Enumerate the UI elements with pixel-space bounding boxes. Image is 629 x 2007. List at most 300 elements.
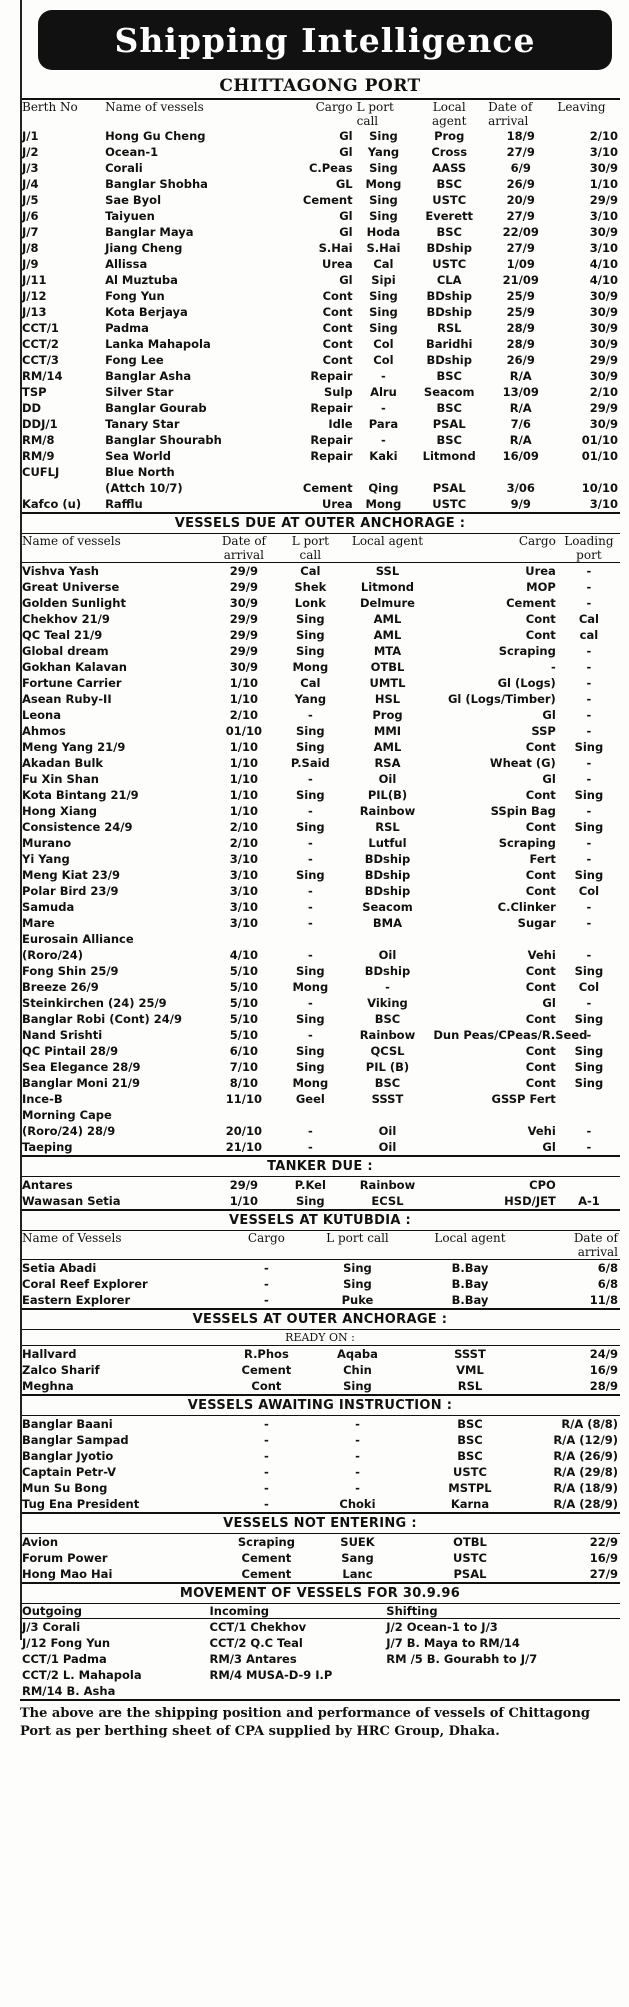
table-cell: Banglar Shobha <box>105 177 208 191</box>
table-cell: Tug Ena President <box>22 1497 140 1511</box>
table-cell: - <box>586 996 592 1010</box>
table-cell: Fong Lee <box>105 353 164 367</box>
table-cell: Cont <box>525 612 556 626</box>
header-cell: Cargo <box>518 534 556 548</box>
table-row <box>20 995 620 1011</box>
table-cell: Cont <box>251 1379 282 1393</box>
table-cell: 2/10 <box>229 820 259 834</box>
table-cell: Gl (Logs/Timber) <box>447 692 556 706</box>
table-cell: 30/9 <box>589 225 618 239</box>
table-cell <box>431 931 557 947</box>
table-cell <box>277 931 343 947</box>
table-cell: J/7 B. Maya to RM/14 <box>386 1636 520 1650</box>
table-cell: Oil <box>378 772 397 786</box>
table-cell: Padma <box>105 321 149 335</box>
table-cell: BDship <box>364 852 411 866</box>
table-cell: SSpin Bag <box>490 804 556 818</box>
table-cell: Yi Yang <box>22 852 70 866</box>
table-cell: Lonk <box>294 596 326 610</box>
table-cell: DD <box>22 401 42 415</box>
table-cell: - <box>385 980 390 994</box>
table-cell: Sing <box>343 1261 372 1275</box>
table-cell: SSST <box>371 1092 404 1106</box>
table-cell: CCT/2 <box>22 337 59 351</box>
table-cell: Gl <box>542 772 556 786</box>
table-cell: Sing <box>574 1060 604 1074</box>
ready-table <box>20 1346 620 1394</box>
table-cell: Puke <box>341 1293 374 1307</box>
table-cell: Avion <box>22 1535 59 1549</box>
table-cell: PSAL <box>432 417 466 431</box>
table-cell: Captain Petr-V <box>22 1465 117 1479</box>
table-cell: P.Said <box>290 756 330 770</box>
table-cell: J/11 <box>22 273 47 287</box>
table-cell: - <box>381 401 386 415</box>
table-cell: Sing <box>296 868 325 882</box>
table-cell: P.Kel <box>294 1178 326 1192</box>
table-cell: QCSL <box>370 1044 405 1058</box>
table-cell: Samuda <box>22 900 75 914</box>
table-cell <box>555 464 620 480</box>
table-row <box>20 1651 620 1667</box>
table-row <box>20 1378 620 1394</box>
table-cell: VML <box>456 1363 484 1377</box>
table-cell: - <box>264 1449 269 1463</box>
kutubdia-table <box>20 1231 620 1308</box>
table-row <box>20 320 620 336</box>
table-cell: Murano <box>22 836 72 850</box>
table-cell: Seacom <box>423 385 475 399</box>
table-cell: TSP <box>22 385 47 399</box>
table-cell: RM/4 MUSA-D-9 I.P <box>209 1668 333 1682</box>
table-cell: - <box>586 1140 592 1154</box>
table-cell: 24/9 <box>589 1347 618 1361</box>
table-cell: R/A (26/9) <box>553 1449 618 1463</box>
table-cell: Urea <box>322 497 353 511</box>
table-cell: BDship <box>426 241 472 255</box>
table-cell: Banglar Robi (Cont) 24/9 <box>22 1012 183 1026</box>
table-cell: J/7 <box>22 225 39 239</box>
table-row <box>20 1292 620 1308</box>
table-cell: 6/10 <box>229 1044 259 1058</box>
table-cell: USTC <box>432 497 467 511</box>
table-cell: R/A (29/8) <box>553 1465 618 1479</box>
table-cell: Sing <box>296 1044 325 1058</box>
footer-text: The above are the shipping position and performance of vessels of Chittagong Port as per berthing sheet of CPA supplied by <box>20 1706 591 1739</box>
table-cell: Sing <box>296 644 325 658</box>
footer-source: HRC Group, Dhaka. <box>356 1724 500 1739</box>
table-cell: Gl <box>339 209 353 223</box>
table-cell: 1/10 <box>229 756 259 770</box>
table-cell: Kafco (u) <box>22 497 82 511</box>
table-cell: Sae Byol <box>105 193 162 207</box>
table-row <box>20 272 620 288</box>
table-cell: Prog <box>434 129 465 143</box>
table-cell: - <box>307 804 313 818</box>
table-cell: RSL <box>457 1379 483 1393</box>
table-cell: CUFLJ <box>22 465 60 479</box>
table-cell: Mong <box>292 1076 329 1090</box>
table-cell: 3/10 <box>589 209 618 223</box>
table-row <box>20 851 620 867</box>
table-row <box>20 1193 620 1209</box>
table-cell: Hoda <box>366 225 401 239</box>
table-cell: OTBL <box>370 660 405 674</box>
header-cell: Leaving <box>557 100 606 114</box>
table-cell: Coral Reef Explorer <box>22 1277 148 1291</box>
table-cell: B.Bay <box>451 1261 489 1275</box>
table-cell: 5/10 <box>229 980 259 994</box>
table-cell: Banglar Sampad <box>22 1433 129 1447</box>
table-cell: BSC <box>436 401 462 415</box>
table-cell <box>558 931 620 947</box>
table-row <box>20 627 620 643</box>
table-cell: Mare <box>22 916 55 930</box>
table-cell: - <box>307 1124 313 1138</box>
table-cell: SSP <box>531 724 556 738</box>
table-cell: 7/6 <box>510 417 531 431</box>
table-row <box>20 691 620 707</box>
tanker-body <box>20 1177 620 1209</box>
table-cell: 6/8 <box>597 1261 618 1275</box>
table-cell: J/6 <box>22 209 39 223</box>
banner-title: Shipping Intelligence <box>38 10 612 70</box>
table-cell: Consistence 24/9 <box>22 820 133 834</box>
table-cell: Seacom <box>362 900 413 914</box>
table-row <box>20 931 620 947</box>
table-cell: Banglar Shourabh <box>105 433 222 447</box>
table-cell: OTBL <box>453 1535 487 1549</box>
newspaper-page <box>20 0 620 1741</box>
table-cell: RM/14 <box>22 369 63 383</box>
table-cell: 20/10 <box>225 1124 263 1138</box>
table-cell: Baridhi <box>425 337 473 351</box>
table-row <box>20 819 620 835</box>
table-cell: - <box>586 660 592 674</box>
table-cell: SSL <box>375 564 400 578</box>
table-cell: - <box>307 772 313 786</box>
table-cell: Vehi <box>527 1124 556 1138</box>
table-cell: Sing <box>296 1060 325 1074</box>
table-cell: USTC <box>453 1465 487 1479</box>
table-cell: Cont <box>525 884 556 898</box>
table-cell: Sang <box>341 1551 374 1565</box>
table-row <box>20 707 620 723</box>
table-cell: - <box>307 836 313 850</box>
table-cell: Scraping <box>498 836 556 850</box>
table-cell: RM/3 Antares <box>209 1652 297 1666</box>
table-row <box>20 464 620 480</box>
table-cell: Mong <box>365 497 402 511</box>
table-cell: Rafflu <box>105 497 143 511</box>
table-cell: Col <box>578 884 600 898</box>
table-cell: - <box>307 884 313 898</box>
table-cell: PIL(B) <box>367 788 408 802</box>
table-cell: - <box>586 772 592 786</box>
table-cell: UMTL <box>369 676 406 690</box>
table-row <box>20 208 620 224</box>
table-cell: Chin <box>343 1363 372 1377</box>
table-cell: Dun Peas/CPeas/R.Seed <box>433 1028 588 1042</box>
table-cell: Nand Srishti <box>22 1028 103 1042</box>
table-row <box>20 1534 620 1550</box>
table-cell: 5/10 <box>229 1012 259 1026</box>
table-cell: 22/9 <box>589 1535 618 1549</box>
awaiting-title: VESSELS AWAITING INSTRUCTION : <box>20 1394 620 1416</box>
header-cell: Name of vessels <box>22 534 121 548</box>
table-cell: Cement <box>506 596 556 610</box>
table-row <box>20 336 620 352</box>
table-cell: Sing <box>574 964 604 978</box>
table-cell: 26/9 <box>506 353 535 367</box>
table-cell: - <box>381 369 386 383</box>
table-cell: Choki <box>339 1497 376 1511</box>
table-cell: J/2 <box>22 145 39 159</box>
table-cell: 5/10 <box>229 1028 259 1042</box>
table-row <box>20 1276 620 1292</box>
table-row <box>20 1027 620 1043</box>
table-cell: Allissa <box>105 257 148 271</box>
header-cell: Outgoing <box>22 1604 82 1618</box>
table-cell: SUEK <box>340 1535 375 1549</box>
column-border <box>20 0 22 1640</box>
table-cell <box>344 1107 432 1123</box>
table-cell: 20/9 <box>506 193 535 207</box>
table-cell: 10/10 <box>581 481 618 495</box>
table-cell: 28/9 <box>589 1379 618 1393</box>
table-cell: Banglar Jyotio <box>22 1449 114 1463</box>
header-cell: Local agent <box>351 534 424 548</box>
table-cell: Antares <box>22 1178 73 1192</box>
table-cell: Ocean-1 <box>105 145 159 159</box>
table-cell: Mong <box>365 177 402 191</box>
table-cell: QC Pintail 28/9 <box>22 1044 119 1058</box>
table-cell <box>211 1107 277 1123</box>
table-cell: Gl <box>542 1140 556 1154</box>
table-cell: Mun Su Bong <box>22 1481 108 1495</box>
table-row <box>20 899 620 915</box>
table-cell: CCT/3 <box>22 353 59 367</box>
table-row <box>20 176 620 192</box>
table-row <box>20 1448 620 1464</box>
table-cell: Gl <box>542 708 556 722</box>
table-cell: BSC <box>374 1012 401 1026</box>
header-cell: Local agent <box>431 100 467 128</box>
table-cell: Sing <box>296 964 325 978</box>
table-cell: - <box>586 644 592 658</box>
table-cell: 3/10 <box>229 868 259 882</box>
table-cell: 7/10 <box>229 1060 259 1074</box>
table-cell: 4/10 <box>589 273 618 287</box>
table-cell: Cont <box>525 820 556 834</box>
table-cell: 3/10 <box>589 145 618 159</box>
table-cell <box>288 464 355 480</box>
table-cell: Fortune Carrier <box>22 676 122 690</box>
table-cell: J/13 <box>22 305 47 319</box>
table-cell: - <box>307 1140 313 1154</box>
table-row <box>20 611 620 627</box>
table-row <box>20 1107 620 1123</box>
header-cell: L port call <box>326 1231 389 1245</box>
table-cell: B.Bay <box>451 1277 489 1291</box>
table-cell: Cal <box>578 612 599 626</box>
table-cell: HSD/JET <box>504 1194 556 1208</box>
table-cell: 5/10 <box>229 996 259 1010</box>
table-cell: Banglar Moni 21/9 <box>22 1076 141 1090</box>
table-cell: R/A (28/9) <box>553 1497 618 1511</box>
table-cell: J/3 <box>22 161 39 175</box>
table-cell: 16/9 <box>589 1363 618 1377</box>
table-cell: Cont <box>322 321 353 335</box>
table-cell: Ahmos <box>22 724 66 738</box>
table-cell <box>431 1107 557 1123</box>
table-cell: Sing <box>343 1379 372 1393</box>
table-cell: 1/09 <box>506 257 535 271</box>
table-cell: - <box>355 1481 360 1495</box>
table-cell: Hong Mao Hai <box>22 1567 113 1581</box>
table-cell: - <box>355 1417 360 1431</box>
table-cell: BDship <box>426 289 472 303</box>
table-cell: Cement <box>241 1363 292 1377</box>
table-cell: - <box>586 724 592 738</box>
table-cell: - <box>586 948 592 962</box>
table-cell: GSSP Fert <box>491 1092 556 1106</box>
table-cell: Alru <box>370 385 397 399</box>
table-cell: 18/9 <box>506 129 535 143</box>
table-cell: Silver Star <box>105 385 174 399</box>
table-cell: Sing <box>296 628 325 642</box>
table-cell: Kaki <box>369 449 398 463</box>
table-cell: - <box>264 1261 269 1275</box>
table-cell <box>486 464 555 480</box>
table-cell: 11/10 <box>225 1092 263 1106</box>
table-cell: PSAL <box>432 481 466 495</box>
table-cell: Kota Bintang 21/9 <box>22 788 139 802</box>
movement-body <box>20 1619 620 1700</box>
table-cell: R.Phos <box>244 1347 289 1361</box>
table-cell: - <box>586 708 592 722</box>
table-cell: 30/9 <box>589 305 618 319</box>
table-row <box>20 304 620 320</box>
table-cell: AML <box>373 612 402 626</box>
berth-table <box>20 100 620 512</box>
table-cell: Banglar Maya <box>105 225 194 239</box>
table-row <box>20 1059 620 1075</box>
table-row <box>20 947 620 963</box>
table-cell: Repair <box>310 433 353 447</box>
table-row <box>20 643 620 659</box>
table-cell: 27/9 <box>506 209 535 223</box>
table-cell: USTC <box>453 1551 487 1565</box>
table-cell: 30/9 <box>589 417 618 431</box>
table-cell: Sulp <box>323 385 353 399</box>
table-cell: Sing <box>574 1012 604 1026</box>
table-row <box>20 480 620 496</box>
movement-table <box>20 1604 620 1699</box>
awaiting-table <box>20 1416 620 1512</box>
table-cell: AML <box>373 740 402 754</box>
table-cell: MTA <box>373 644 402 658</box>
table-row <box>20 755 620 771</box>
table-cell: Golden Sunlight <box>22 596 126 610</box>
table-cell: J/9 <box>22 257 39 271</box>
table-cell: Cal <box>300 676 321 690</box>
header-cell: Date of arrival <box>573 1231 618 1259</box>
table-cell: 4/10 <box>589 257 618 271</box>
table-cell: Sing <box>369 289 398 303</box>
header-cell: L port call <box>356 100 394 128</box>
table-cell: BDship <box>364 884 411 898</box>
ready-body <box>20 1346 620 1394</box>
table-cell: - <box>307 916 313 930</box>
table-cell <box>355 464 413 480</box>
table-row <box>20 448 620 464</box>
table-cell: Vehi <box>527 948 556 962</box>
footer-note <box>20 1699 620 1741</box>
table-cell: - <box>551 660 556 674</box>
table-cell: BSC <box>374 1076 401 1090</box>
table-cell: Sing <box>343 1277 372 1291</box>
table-cell: Fong Shin 25/9 <box>22 964 119 978</box>
table-cell <box>558 1107 620 1123</box>
table-cell: Gl <box>339 225 353 239</box>
table-cell: (Attch 10/7) <box>105 481 183 495</box>
table-cell: J/1 <box>22 129 39 143</box>
table-cell <box>412 464 486 480</box>
table-row <box>20 579 620 595</box>
header-cell: L port call <box>291 534 329 562</box>
table-cell: MMI <box>373 724 402 738</box>
table-cell: - <box>586 804 592 818</box>
table-cell: Viking <box>367 996 408 1010</box>
table-cell: Lanc <box>342 1567 373 1581</box>
table-cell: 01/10 <box>225 724 263 738</box>
table-cell: 1/10 <box>229 692 259 706</box>
table-cell: - <box>264 1481 269 1495</box>
table-cell: 01/10 <box>581 433 618 447</box>
table-cell: Cross <box>431 145 468 159</box>
table-cell: Sing <box>574 788 604 802</box>
table-cell: Urea <box>322 257 353 271</box>
table-row <box>20 1091 620 1107</box>
table-cell: - <box>264 1465 269 1479</box>
table-row <box>20 1362 620 1378</box>
table-row <box>20 1075 620 1091</box>
table-cell: 1/10 <box>229 676 259 690</box>
table-cell: Urea <box>525 564 556 578</box>
table-cell: USTC <box>432 257 467 271</box>
table-cell: Al Muztuba <box>105 273 178 287</box>
header-cell: Date of arrival <box>488 100 533 128</box>
table-cell: Sing <box>296 724 325 738</box>
outer-anchorage-body <box>20 563 620 1156</box>
table-cell: Polar Bird 23/9 <box>22 884 119 898</box>
table-cell: Oil <box>378 1124 397 1138</box>
table-row <box>20 128 620 144</box>
table-cell: 2/10 <box>229 708 259 722</box>
table-cell: - <box>264 1293 269 1307</box>
awaiting-body <box>20 1416 620 1512</box>
table-cell: 3/10 <box>589 241 618 255</box>
table-cell: Sugar <box>517 916 556 930</box>
table-cell: Setia Abadi <box>22 1261 97 1275</box>
table-cell: Sing <box>369 129 398 143</box>
table-cell: RSL <box>436 321 462 335</box>
table-cell: Corali <box>105 161 143 175</box>
table-cell: 1/10 <box>229 740 259 754</box>
table-cell: - <box>586 836 592 850</box>
table-cell: 25/9 <box>506 305 535 319</box>
